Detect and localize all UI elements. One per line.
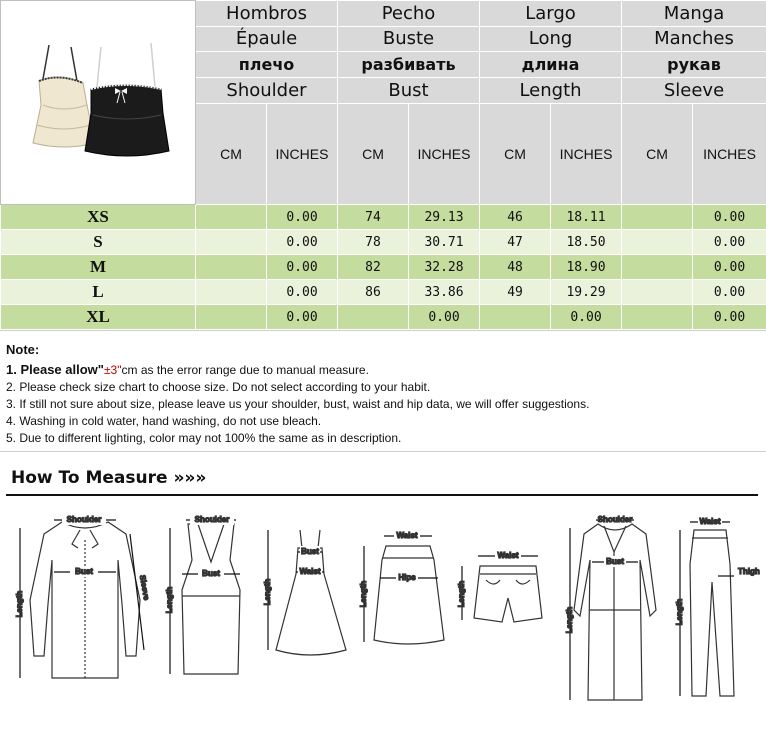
tank-top-diagram: [165, 513, 240, 674]
measurement-diagrams: [0, 500, 766, 732]
unit-header: INCHES: [409, 103, 480, 205]
length-label: Length: [15, 590, 24, 618]
size-chart-table: [0, 0, 766, 330]
table-cell: 0.00: [693, 280, 766, 305]
table-cell: 0.00: [693, 255, 766, 280]
shorts-diagram: [457, 550, 542, 622]
size-label: XS: [1, 205, 196, 230]
table-cell: [622, 255, 693, 280]
sleeve-label: Sleeve: [137, 574, 152, 601]
divider: [6, 494, 758, 496]
table-cell: 0.00: [267, 305, 338, 330]
header-length-en: Length: [480, 77, 622, 103]
size-label: S: [1, 230, 196, 255]
table-cell: 0.00: [693, 205, 766, 230]
size-label: M: [1, 255, 196, 280]
table-cell: [622, 280, 693, 305]
header-length-fr: Long: [480, 26, 622, 52]
table-cell: [196, 255, 267, 280]
bust-label: Bust: [301, 547, 319, 556]
table-cell: 18.90: [551, 255, 622, 280]
table-cell: 86: [338, 280, 409, 305]
table-row: [1, 255, 766, 280]
length-label: Length: [165, 586, 174, 614]
table-cell: 18.11: [551, 205, 622, 230]
coat-diagram: [565, 513, 656, 700]
blouse-diagram: [15, 513, 151, 678]
table-cell: 0.00: [267, 255, 338, 280]
bust-label: Bust: [202, 569, 220, 578]
thigh-label: Thigh: [738, 567, 760, 576]
hips-label: Hips: [398, 573, 416, 582]
table-cell: [196, 230, 267, 255]
note-1-tolerance: ±3": [103, 363, 122, 377]
table-cell: 19.29: [551, 280, 622, 305]
note-line-4: 4. Washing in cold water, hand washing, do not use bleach.: [6, 414, 322, 428]
skirt-diagram: [359, 530, 444, 644]
table-cell: 0.00: [551, 305, 622, 330]
table-cell: 18.50: [551, 230, 622, 255]
product-photo: [1, 1, 196, 205]
header-bust-es: Pecho: [338, 1, 480, 27]
camisole-tops-image: [3, 1, 193, 199]
length-label: Length: [263, 578, 272, 606]
table-cell: 78: [338, 230, 409, 255]
table-cell: 0.00: [267, 230, 338, 255]
length-label: Length: [457, 580, 466, 608]
table-row: [1, 205, 766, 230]
note-1-text: cm as the error range due to manual measure.: [121, 363, 369, 377]
table-cell: [622, 230, 693, 255]
note-line-3: 3. If still not sure about size, please leave us your shoulder, bust, waist and hip data, we will offer suggestions.: [6, 397, 590, 411]
note-1-lead: 1. Please allow": [6, 362, 104, 377]
header-bust-fr: Buste: [338, 26, 480, 52]
table-cell: [196, 205, 267, 230]
waist-label: Waist: [497, 551, 519, 560]
header-sleeve-en: Sleeve: [622, 77, 766, 103]
header-shoulder-fr: Épaule: [196, 26, 338, 52]
header-shoulder-es: Hombros: [196, 1, 338, 27]
table-cell: [622, 205, 693, 230]
bust-label: Bust: [75, 567, 93, 576]
shoulder-label: Shoulder: [597, 515, 633, 524]
header-sleeve-es: Manga: [622, 1, 766, 27]
table-row: [1, 305, 766, 330]
header-shoulder-en: Shoulder: [196, 77, 338, 103]
unit-header: CM: [196, 103, 267, 205]
shoulder-label: Shoulder: [194, 515, 230, 524]
table-cell: 47: [480, 230, 551, 255]
waist-label: Waist: [699, 517, 721, 526]
unit-header: CM: [622, 103, 693, 205]
note-line-2: 2. Please check size chart to choose size. Do not select according to your habit.: [6, 380, 431, 394]
table-cell: [338, 305, 409, 330]
bust-label: Bust: [606, 557, 624, 566]
header-length-ru: длина: [480, 52, 622, 78]
table-row: [1, 280, 766, 305]
length-label: Length: [359, 580, 368, 608]
table-cell: 0.00: [693, 305, 766, 330]
table-cell: 0.00: [693, 230, 766, 255]
how-to-measure-title: How To Measure »»»: [11, 468, 207, 488]
header-shoulder-ru: плечо: [196, 52, 338, 78]
table-cell: 48: [480, 255, 551, 280]
note-line-1: [6, 361, 766, 379]
table-cell: 30.71: [409, 230, 480, 255]
length-label: Length: [565, 606, 574, 634]
unit-header: CM: [480, 103, 551, 205]
header-length-es: Largo: [480, 1, 622, 27]
notes-title: Note:: [6, 342, 40, 357]
table-cell: 33.86: [409, 280, 480, 305]
unit-header: INCHES: [267, 103, 338, 205]
header-bust-en: Bust: [338, 77, 480, 103]
notes-section: [0, 330, 766, 452]
unit-header: INCHES: [693, 103, 766, 205]
header-sleeve-ru: рукав: [622, 52, 766, 78]
table-cell: 0.00: [267, 280, 338, 305]
how-to-measure-section: [0, 456, 766, 735]
waist-label: Waist: [299, 567, 321, 576]
table-cell: 74: [338, 205, 409, 230]
table-row: [1, 230, 766, 255]
header-bust-ru: разбивать: [338, 52, 480, 78]
header-sleeve-fr: Manches: [622, 26, 766, 52]
table-cell: 46: [480, 205, 551, 230]
table-cell: [196, 305, 267, 330]
table-cell: [622, 305, 693, 330]
size-label: XL: [1, 305, 196, 330]
table-cell: 29.13: [409, 205, 480, 230]
table-cell: 49: [480, 280, 551, 305]
trousers-diagram: [675, 515, 760, 696]
unit-header: INCHES: [551, 103, 622, 205]
size-label: L: [1, 280, 196, 305]
table-cell: [480, 305, 551, 330]
table-cell: 0.00: [409, 305, 480, 330]
unit-header: CM: [338, 103, 409, 205]
dress-diagram: [263, 530, 346, 655]
table-cell: 32.28: [409, 255, 480, 280]
table-cell: 0.00: [267, 205, 338, 230]
table-cell: [196, 280, 267, 305]
note-line-5: 5. Due to different lighting, color may not 100% the same as in description.: [6, 431, 402, 445]
shoulder-label: Shoulder: [66, 515, 102, 524]
table-cell: 82: [338, 255, 409, 280]
waist-label: Waist: [396, 531, 418, 540]
length-label: Length: [675, 598, 684, 626]
